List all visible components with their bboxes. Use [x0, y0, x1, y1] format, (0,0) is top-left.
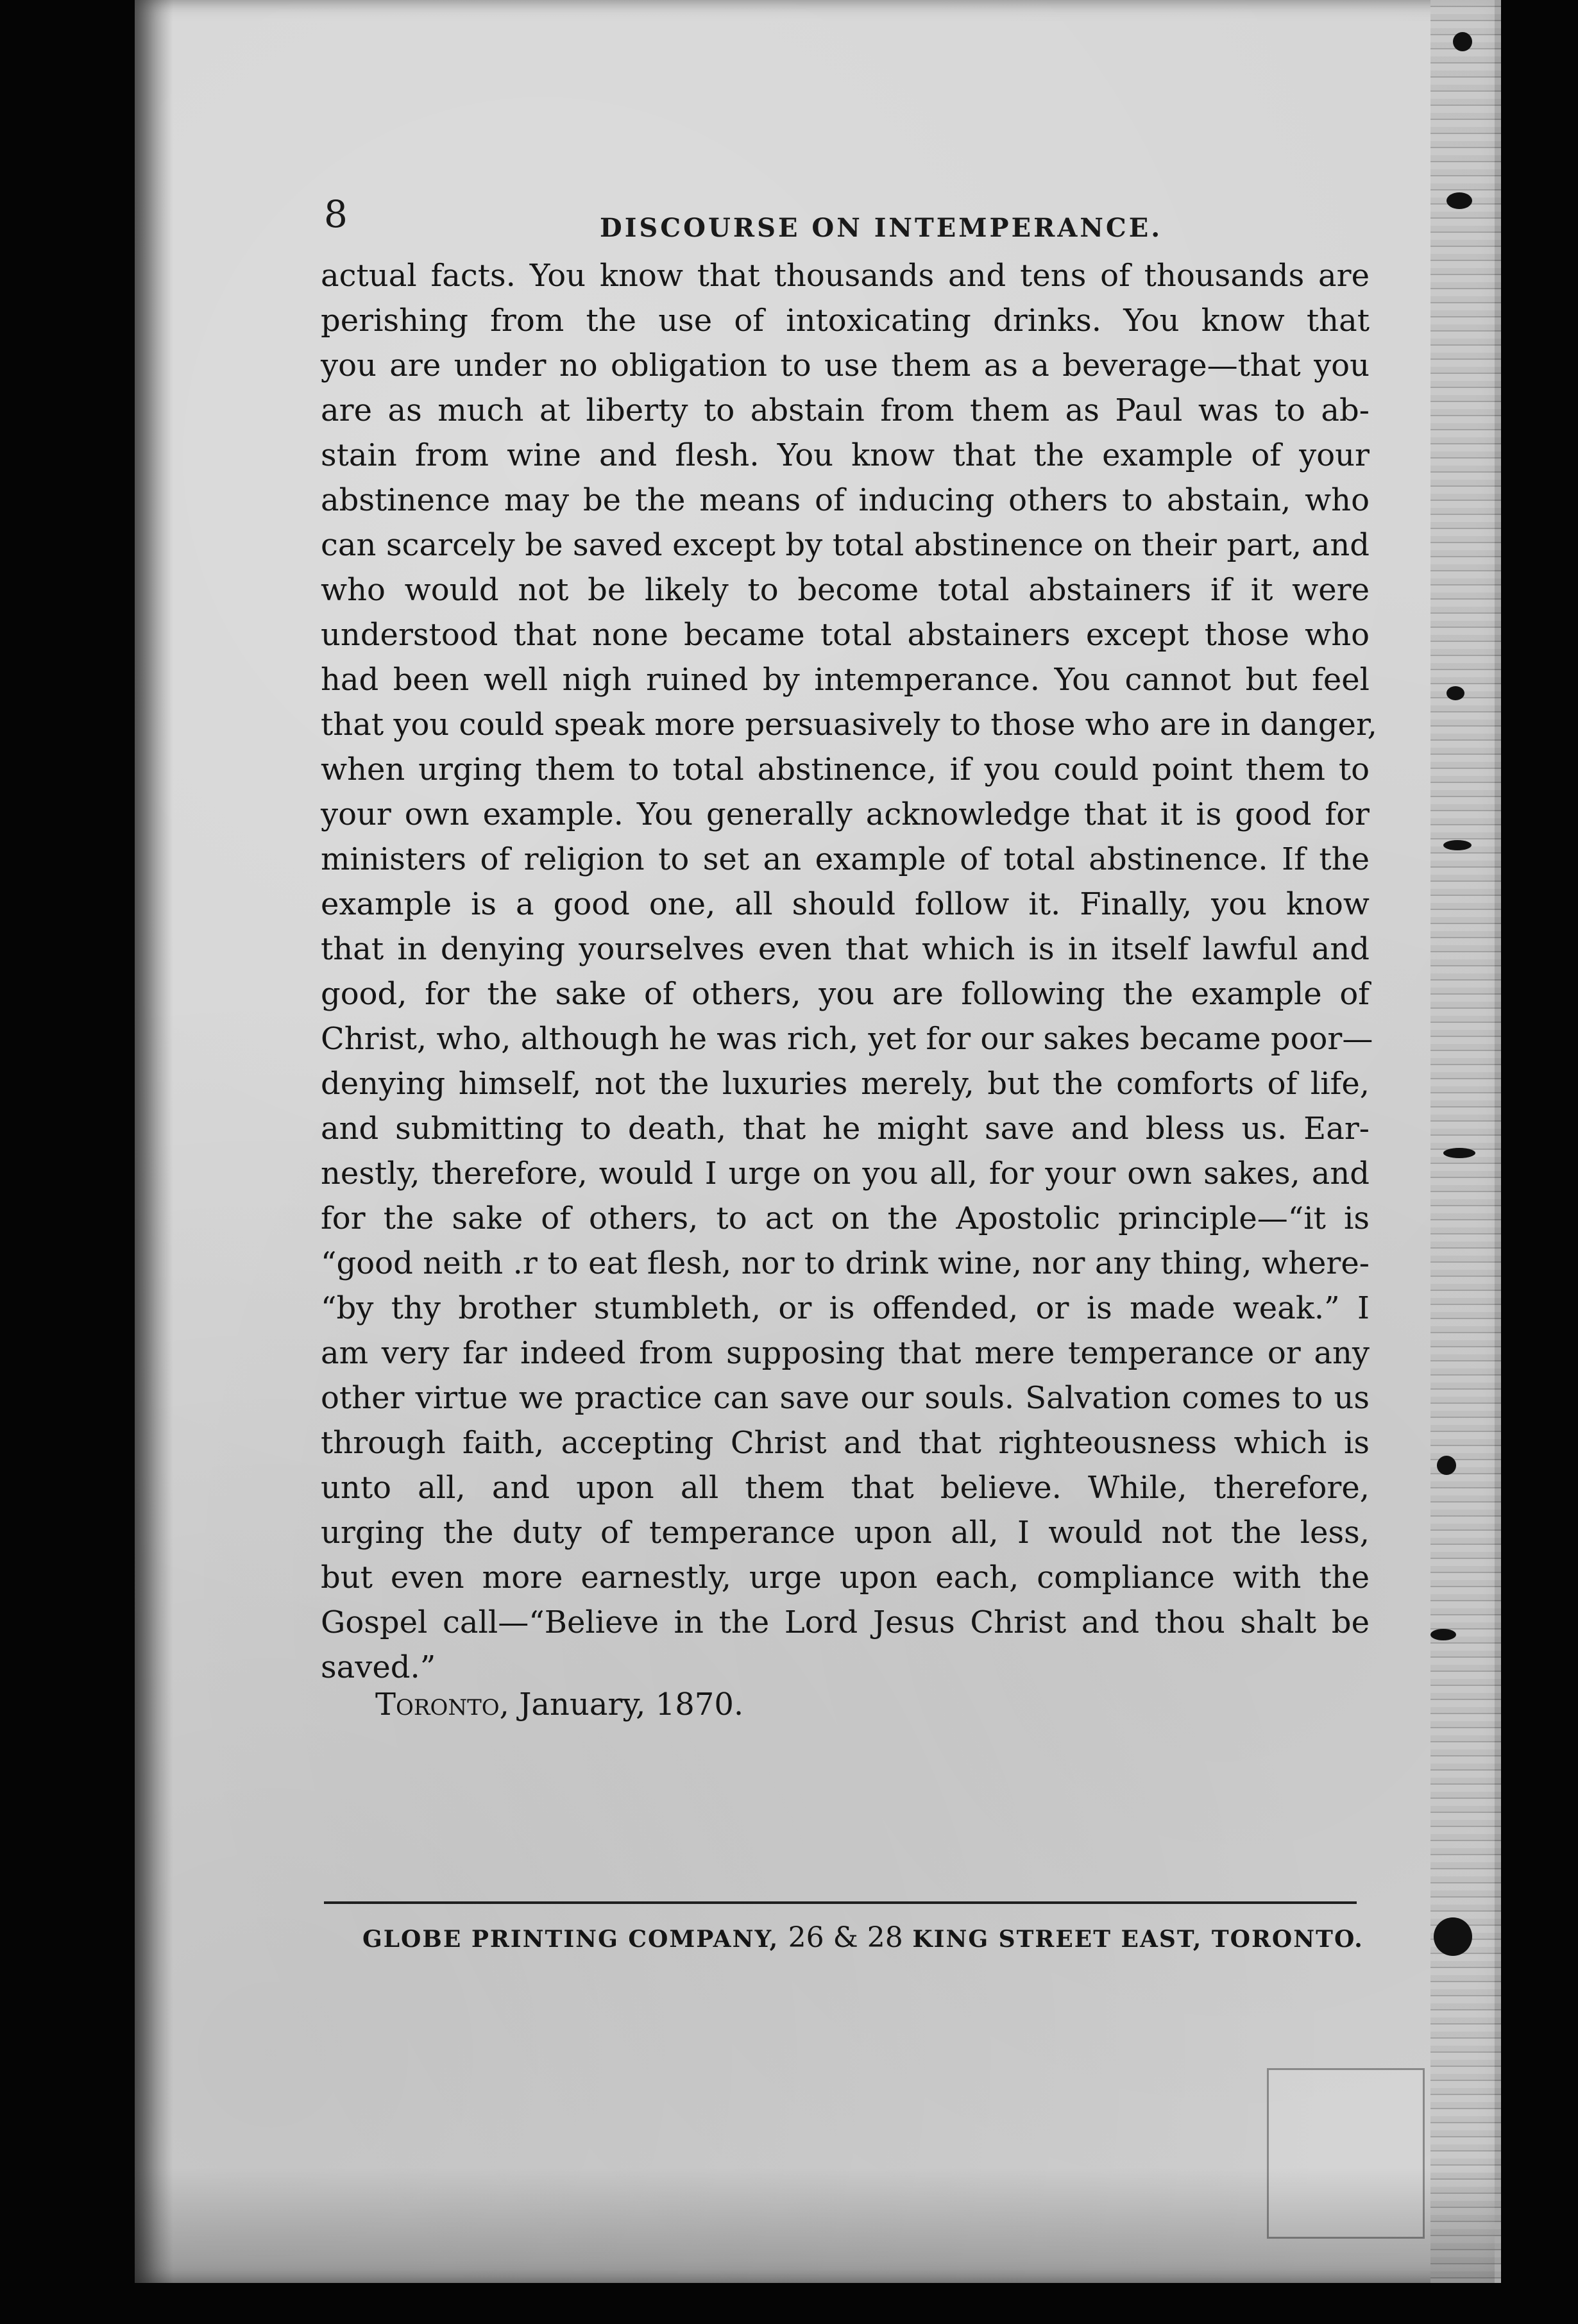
dateline-date: , January, 1870.	[499, 1687, 744, 1722]
text-line: when urging them to total abstinence, if you could point them to	[321, 752, 1370, 787]
body-text	[321, 253, 1377, 1690]
bottom-shadow	[135, 2168, 1495, 2283]
margin-mark	[1453, 32, 1472, 51]
margin-mark	[1437, 1456, 1456, 1475]
dateline-place: Toronto	[375, 1687, 500, 1722]
text-line: am very far indeed from supposing that mere temperance or any	[321, 1335, 1370, 1371]
margin-mark	[1446, 192, 1472, 209]
text-line: Gospel call—“Believe in the Lord Jesus Christ and thou shalt be	[321, 1604, 1370, 1640]
text-line: but even more earnestly, urge upon each, compliance with the	[321, 1560, 1370, 1596]
text-line: perishing from the use of intoxicating drinks. You know that	[321, 303, 1370, 339]
text-line: who would not be likely to become total abstainers if it were	[321, 572, 1370, 608]
text-line: understood that none became total abstainers except those who	[321, 617, 1370, 653]
text-line: and submitting to death, that he might save and bless us. Ear-	[321, 1111, 1370, 1147]
margin-mark	[1430, 1629, 1456, 1640]
text-line: other virtue we practice can save our souls. Salvation comes to us	[321, 1380, 1370, 1416]
printer-imprint	[362, 1921, 1364, 1954]
running-head	[324, 192, 1382, 257]
dateline	[375, 1687, 743, 1722]
text-line: are as much at liberty to abstain from them as Paul was to ab-	[321, 392, 1370, 428]
text-line: urging the duty of temperance upon all, I would not the less,	[321, 1515, 1370, 1551]
imprint-numbers: 26 & 28	[788, 1921, 903, 1954]
page-number: 8	[324, 192, 348, 236]
running-title: DISCOURSE ON INTEMPERANCE.	[600, 213, 1163, 243]
text-line: stain from wine and flesh. You know that the example of your	[321, 437, 1370, 473]
imprint-address: KING STREET EAST, TORONTO.	[912, 1926, 1364, 1953]
text-line: had been well nigh ruined by intemperance. You cannot but feel	[321, 662, 1370, 698]
text-line: saved.”	[321, 1649, 436, 1685]
text-line: can scarcely be saved except by total abstinence on their part, and	[321, 527, 1370, 563]
margin-mark	[1443, 840, 1472, 850]
text-line: “by thy brother stumbleth, or is offended, or is made weak.” I	[321, 1290, 1370, 1326]
text-line: Christ, who, although he was rich, yet for our sakes became poor—	[321, 1021, 1373, 1057]
imprint-company: GLOBE PRINTING COMPANY,	[362, 1926, 779, 1953]
text-line: you are under no obligation to use them as a beverage—that you	[321, 348, 1370, 383]
text-line: ministers of religion to set an example of total abstinence. If the	[321, 841, 1370, 877]
margin-mark	[1446, 686, 1464, 700]
gutter-shadow	[135, 0, 173, 2283]
text-line: actual facts. You know that thousands and tens of thousands are	[321, 258, 1370, 294]
footer-rule	[324, 1901, 1357, 1904]
text-line: that you could speak more persuasively to those who are in danger,	[321, 707, 1377, 743]
text-line: abstinence may be the means of inducing others to abstain, who	[321, 482, 1370, 518]
margin-mark	[1434, 1917, 1472, 1956]
text-line: denying himself, not the luxuries merely, but the comforts of life,	[321, 1066, 1370, 1102]
text-line: good, for the sake of others, you are following the example of	[321, 976, 1370, 1012]
text-line: unto all, and upon all them that believe. While, therefore,	[321, 1470, 1370, 1506]
text-line: example is a good one, all should follow it. Finally, you know	[321, 886, 1370, 922]
text-line: your own example. You generally acknowledge that it is good for	[321, 796, 1370, 832]
text-line: “good neith .r to eat flesh, nor to drink wine, nor any thing, where-	[321, 1245, 1370, 1281]
text-line: nestly, therefore, would I urge on you all, for your own sakes, and	[321, 1156, 1370, 1191]
margin-mark	[1443, 1148, 1475, 1158]
text-line: through faith, accepting Christ and that righteousness which is	[321, 1425, 1370, 1461]
text-line: that in denying yourselves even that which is in itself lawful and	[321, 931, 1370, 967]
text-line: for the sake of others, to act on the Apostolic principle—“it is	[321, 1200, 1370, 1236]
